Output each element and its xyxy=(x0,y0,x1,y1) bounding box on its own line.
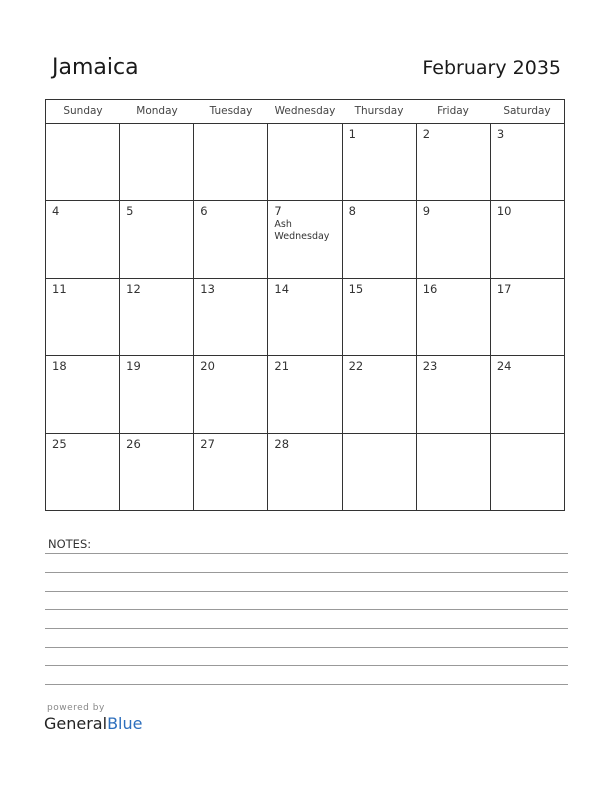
calendar-day-cell xyxy=(268,434,342,510)
day-number: 3 xyxy=(496,127,505,141)
weekday-header xyxy=(46,100,564,124)
day-number: 7 xyxy=(274,204,282,219)
calendar-week xyxy=(46,356,564,433)
calendar-day-cell xyxy=(343,279,417,355)
calendar-day-cell xyxy=(120,201,194,277)
calendar-day-cell xyxy=(491,279,564,355)
day-number: 12 xyxy=(126,281,141,296)
brand-name xyxy=(44,714,142,733)
note-line xyxy=(45,665,568,666)
calendar-day-cell xyxy=(46,124,120,200)
calendar-day-cell xyxy=(194,434,268,510)
calendar-body xyxy=(46,124,564,510)
brand-name-general: General xyxy=(44,714,108,733)
day-number: 20 xyxy=(200,359,215,374)
note-line xyxy=(45,628,568,629)
weekday-thursday: Thursday xyxy=(354,105,404,117)
calendar-day-cell xyxy=(417,124,491,200)
day-number: 8 xyxy=(348,204,356,219)
calendar-day-cell xyxy=(194,201,268,277)
day-number: 25 xyxy=(52,436,67,451)
calendar-day-cell xyxy=(268,201,342,277)
calendar-day-cell xyxy=(46,356,120,432)
calendar-grid xyxy=(45,99,565,511)
weekday-saturday: Saturday xyxy=(503,105,551,117)
notes-label: NOTES: xyxy=(48,537,92,551)
day-number: 17 xyxy=(496,281,512,296)
calendar-day-cell xyxy=(46,434,120,510)
page-title-country: Jamaica xyxy=(52,55,139,80)
weekday-tuesday: Tuesday xyxy=(209,105,253,117)
day-number: 26 xyxy=(126,436,141,451)
powered-by-text: powered by xyxy=(47,703,105,713)
calendar-week xyxy=(46,279,564,356)
calendar-day-cell xyxy=(343,124,417,200)
calendar-day-cell xyxy=(120,124,194,200)
day-number: 11 xyxy=(52,281,67,296)
note-line xyxy=(45,609,568,610)
day-number: 2 xyxy=(422,127,431,141)
day-number: 21 xyxy=(274,359,290,374)
weekday-wednesday: Wednesday xyxy=(274,105,336,117)
calendar-day-cell xyxy=(120,434,194,510)
note-line xyxy=(45,572,568,573)
day-number: 19 xyxy=(126,359,141,374)
day-number: 16 xyxy=(422,281,438,296)
note-line xyxy=(45,553,568,554)
calendar-day-cell xyxy=(417,201,491,277)
page-title-month: February 2035 xyxy=(422,57,561,79)
day-number: 28 xyxy=(274,436,290,451)
day-number: 14 xyxy=(274,281,290,296)
day-number: 10 xyxy=(496,204,512,219)
day-number: 27 xyxy=(200,436,215,451)
calendar-day-cell xyxy=(46,279,120,355)
calendar-day-cell xyxy=(268,279,342,355)
calendar-day-cell xyxy=(417,279,491,355)
calendar-day-cell xyxy=(491,201,564,277)
note-line xyxy=(45,591,568,592)
day-number: 24 xyxy=(496,359,512,374)
day-number: 5 xyxy=(126,204,134,219)
calendar-day-cell xyxy=(343,434,417,510)
day-number: 13 xyxy=(200,281,215,296)
calendar-day-cell xyxy=(46,201,120,277)
day-number: 22 xyxy=(348,359,364,374)
calendar-week xyxy=(46,201,564,278)
calendar-week xyxy=(46,124,564,201)
calendar-day-cell xyxy=(491,356,564,432)
day-number: 1 xyxy=(348,127,356,141)
brand-name-blue: Blue xyxy=(107,714,143,733)
calendar-day-cell xyxy=(343,201,417,277)
note-line xyxy=(45,684,568,685)
calendar-day-cell xyxy=(343,356,417,432)
day-number: 9 xyxy=(422,204,431,219)
day-number: 23 xyxy=(422,359,438,374)
calendar-day-cell xyxy=(194,279,268,355)
note-line xyxy=(45,647,568,648)
day-number: 18 xyxy=(52,359,67,374)
brand-logo xyxy=(44,703,142,733)
day-number: 6 xyxy=(200,204,208,219)
calendar-day-cell xyxy=(417,356,491,432)
calendar-day-cell xyxy=(194,356,268,432)
calendar-day-cell xyxy=(268,356,342,432)
holiday-label: Ash Wednesday xyxy=(274,219,330,243)
calendar-day-cell xyxy=(491,124,564,200)
weekday-monday: Monday xyxy=(136,105,178,117)
weekday-sunday: Sunday xyxy=(63,105,103,117)
calendar-week xyxy=(46,434,564,510)
calendar-day-cell xyxy=(491,434,564,510)
calendar-day-cell xyxy=(268,124,342,200)
calendar-day-cell xyxy=(120,356,194,432)
day-number: 15 xyxy=(348,281,364,296)
calendar-day-cell xyxy=(120,279,194,355)
calendar-day-cell xyxy=(194,124,268,200)
day-number: 4 xyxy=(52,204,60,219)
calendar-day-cell xyxy=(417,434,491,510)
weekday-friday: Friday xyxy=(437,105,469,117)
